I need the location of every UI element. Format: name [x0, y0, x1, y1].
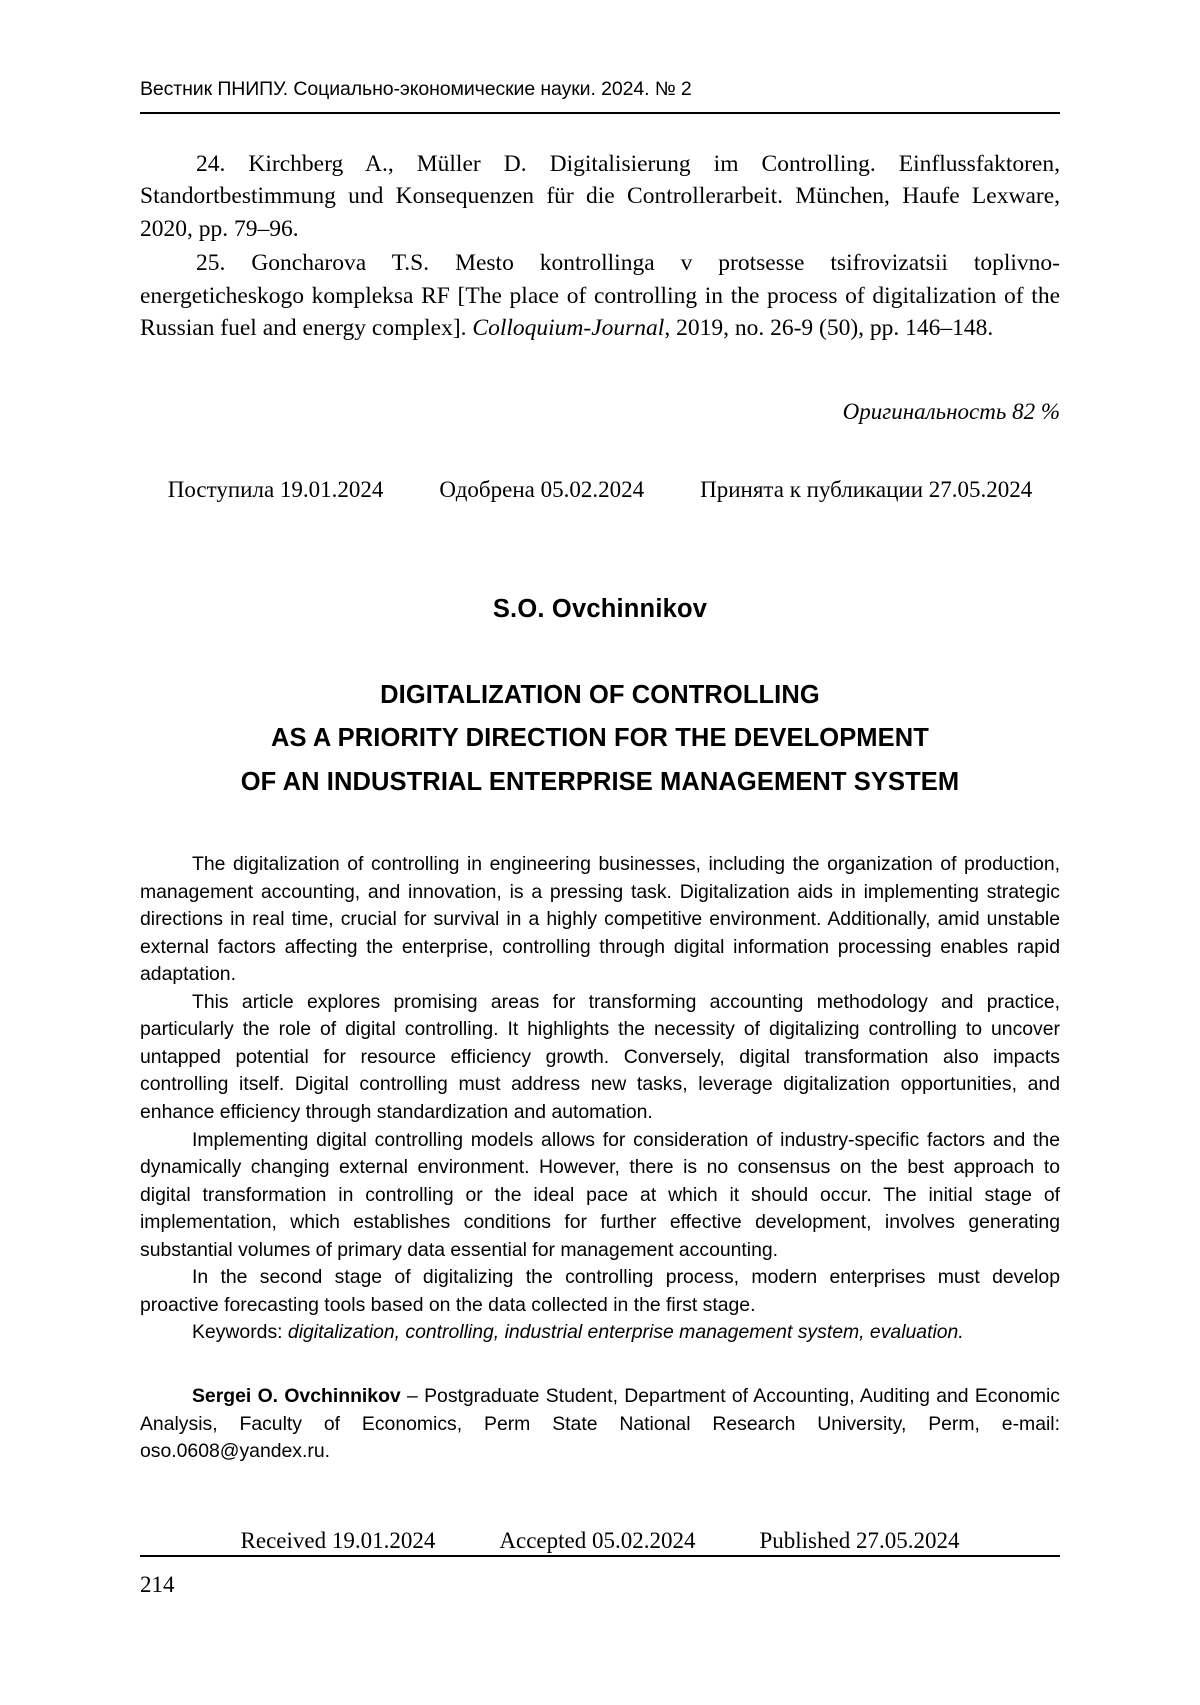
reference-tail: , 2019, no. 26-9 (50), pp. 146–148.	[664, 315, 994, 342]
date-accepted-en: Accepted 05.02.2024	[499, 1527, 696, 1553]
author-affiliation	[140, 1383, 1060, 1466]
title-line: DIGITALIZATION OF CONTROLLING	[380, 680, 820, 709]
dates-ru	[140, 477, 1060, 503]
footer-rule	[140, 1555, 1060, 1557]
dates-en	[140, 1528, 1060, 1554]
date-received-en: Received 19.01.2024	[240, 1527, 436, 1553]
affiliation-details: – Postgraduate Student, Department of Accounting, Auditing and Economic Analysis, Faculty of Economics, Perm State National Research University, Perm, e-mail: oso.0608@yandex.ru.	[140, 1384, 1060, 1463]
reference-list	[140, 148, 1060, 345]
page-title	[140, 674, 1060, 806]
reference-item: 24. Kirchberg A., Müller D. Digitalisierung im Controlling. Einflussfaktoren, Standortbestimmung und Konsequenzen für die Controllerarbeit. München, Haufe Lexware, 2020, pp. 79–96.	[140, 151, 1060, 242]
affiliation-author-name: Sergei O. Ovchinnikov	[192, 1384, 401, 1407]
abstract-paragraph: The digitalization of controlling in engineering businesses, including the organization of production, management accounting, and innovation, is a pressing task. Digitalization aids in implementing strategic directions in real time, crucial for survival in a highly competitive environment. Additionally, amid unstable external factors affecting the enterprise, controlling through digital information processing enables rapid adaptation.	[140, 853, 1060, 986]
keywords-label: Keywords:	[192, 1321, 288, 1344]
header-rule	[140, 112, 1060, 114]
abstract-paragraph: In the second stage of digitalizing the controlling process, modern enterprises must develop proactive forecasting tools based on the data collected in the first stage.	[140, 1266, 1060, 1316]
abstract-paragraph: Implementing digital controlling models allows for consideration of industry-specific factors and the dynamically changing external environment. However, there is no consensus on the best approach to digital transformation in controlling or the ideal pace at which it should occur. The initial stage of implementation, which establishes conditions for further effective development, involves generating substantial volumes of primary data essential for management accounting.	[140, 1128, 1060, 1261]
date-approved-ru: Одобрена 05.02.2024	[439, 476, 645, 502]
title-line: AS A PRIORITY DIRECTION FOR THE DEVELOPMENT	[271, 724, 929, 753]
keywords-line	[140, 1319, 1060, 1347]
reference-text: 25. Goncharova T.S. Mesto kontrollinga v protsesse tsifrovizatsii toplivno-energeticheskogo kompleksa RF [The place of controlling in the process of digitalization of the Russian fuel and energy complex].	[140, 250, 1060, 342]
running-head: Вестник ПНИПУ. Социально-экономические науки. 2024. № 2	[140, 78, 692, 100]
abstract	[140, 851, 1060, 1347]
title-line: OF AN INDUSTRIAL ENTERPRISE MANAGEMENT SYSTEM	[240, 768, 960, 797]
page-number: 214	[140, 1572, 175, 1597]
affiliation-paragraph	[140, 1383, 1060, 1466]
author-name: S.O. Ovchinnikov	[492, 594, 708, 623]
date-published-en: Published 27.05.2024	[759, 1527, 960, 1553]
date-submitted-ru: Поступила 19.01.2024	[167, 476, 384, 502]
keywords-value: digitalization, controlling, industrial enterprise management system, evaluation.	[287, 1321, 964, 1344]
originality-note: Оригинальность 82 %	[842, 398, 1060, 424]
abstract-paragraph: This article explores promising areas for transforming accounting methodology and practice, particularly the role of digital controlling. It highlights the necessity of digitalizing controlling to uncover untapped potential for resource efficiency growth. Conversely, digital transformation also impacts controlling itself. Digital controlling must address new tasks, leverage digitalization opportunities, and enhance efficiency through standardization and automation.	[140, 990, 1060, 1124]
reference-journal: Colloquium-Journal	[472, 315, 665, 342]
reference-item	[140, 247, 1060, 344]
date-published-ru: Принята к публикации 27.05.2024	[700, 476, 1033, 502]
